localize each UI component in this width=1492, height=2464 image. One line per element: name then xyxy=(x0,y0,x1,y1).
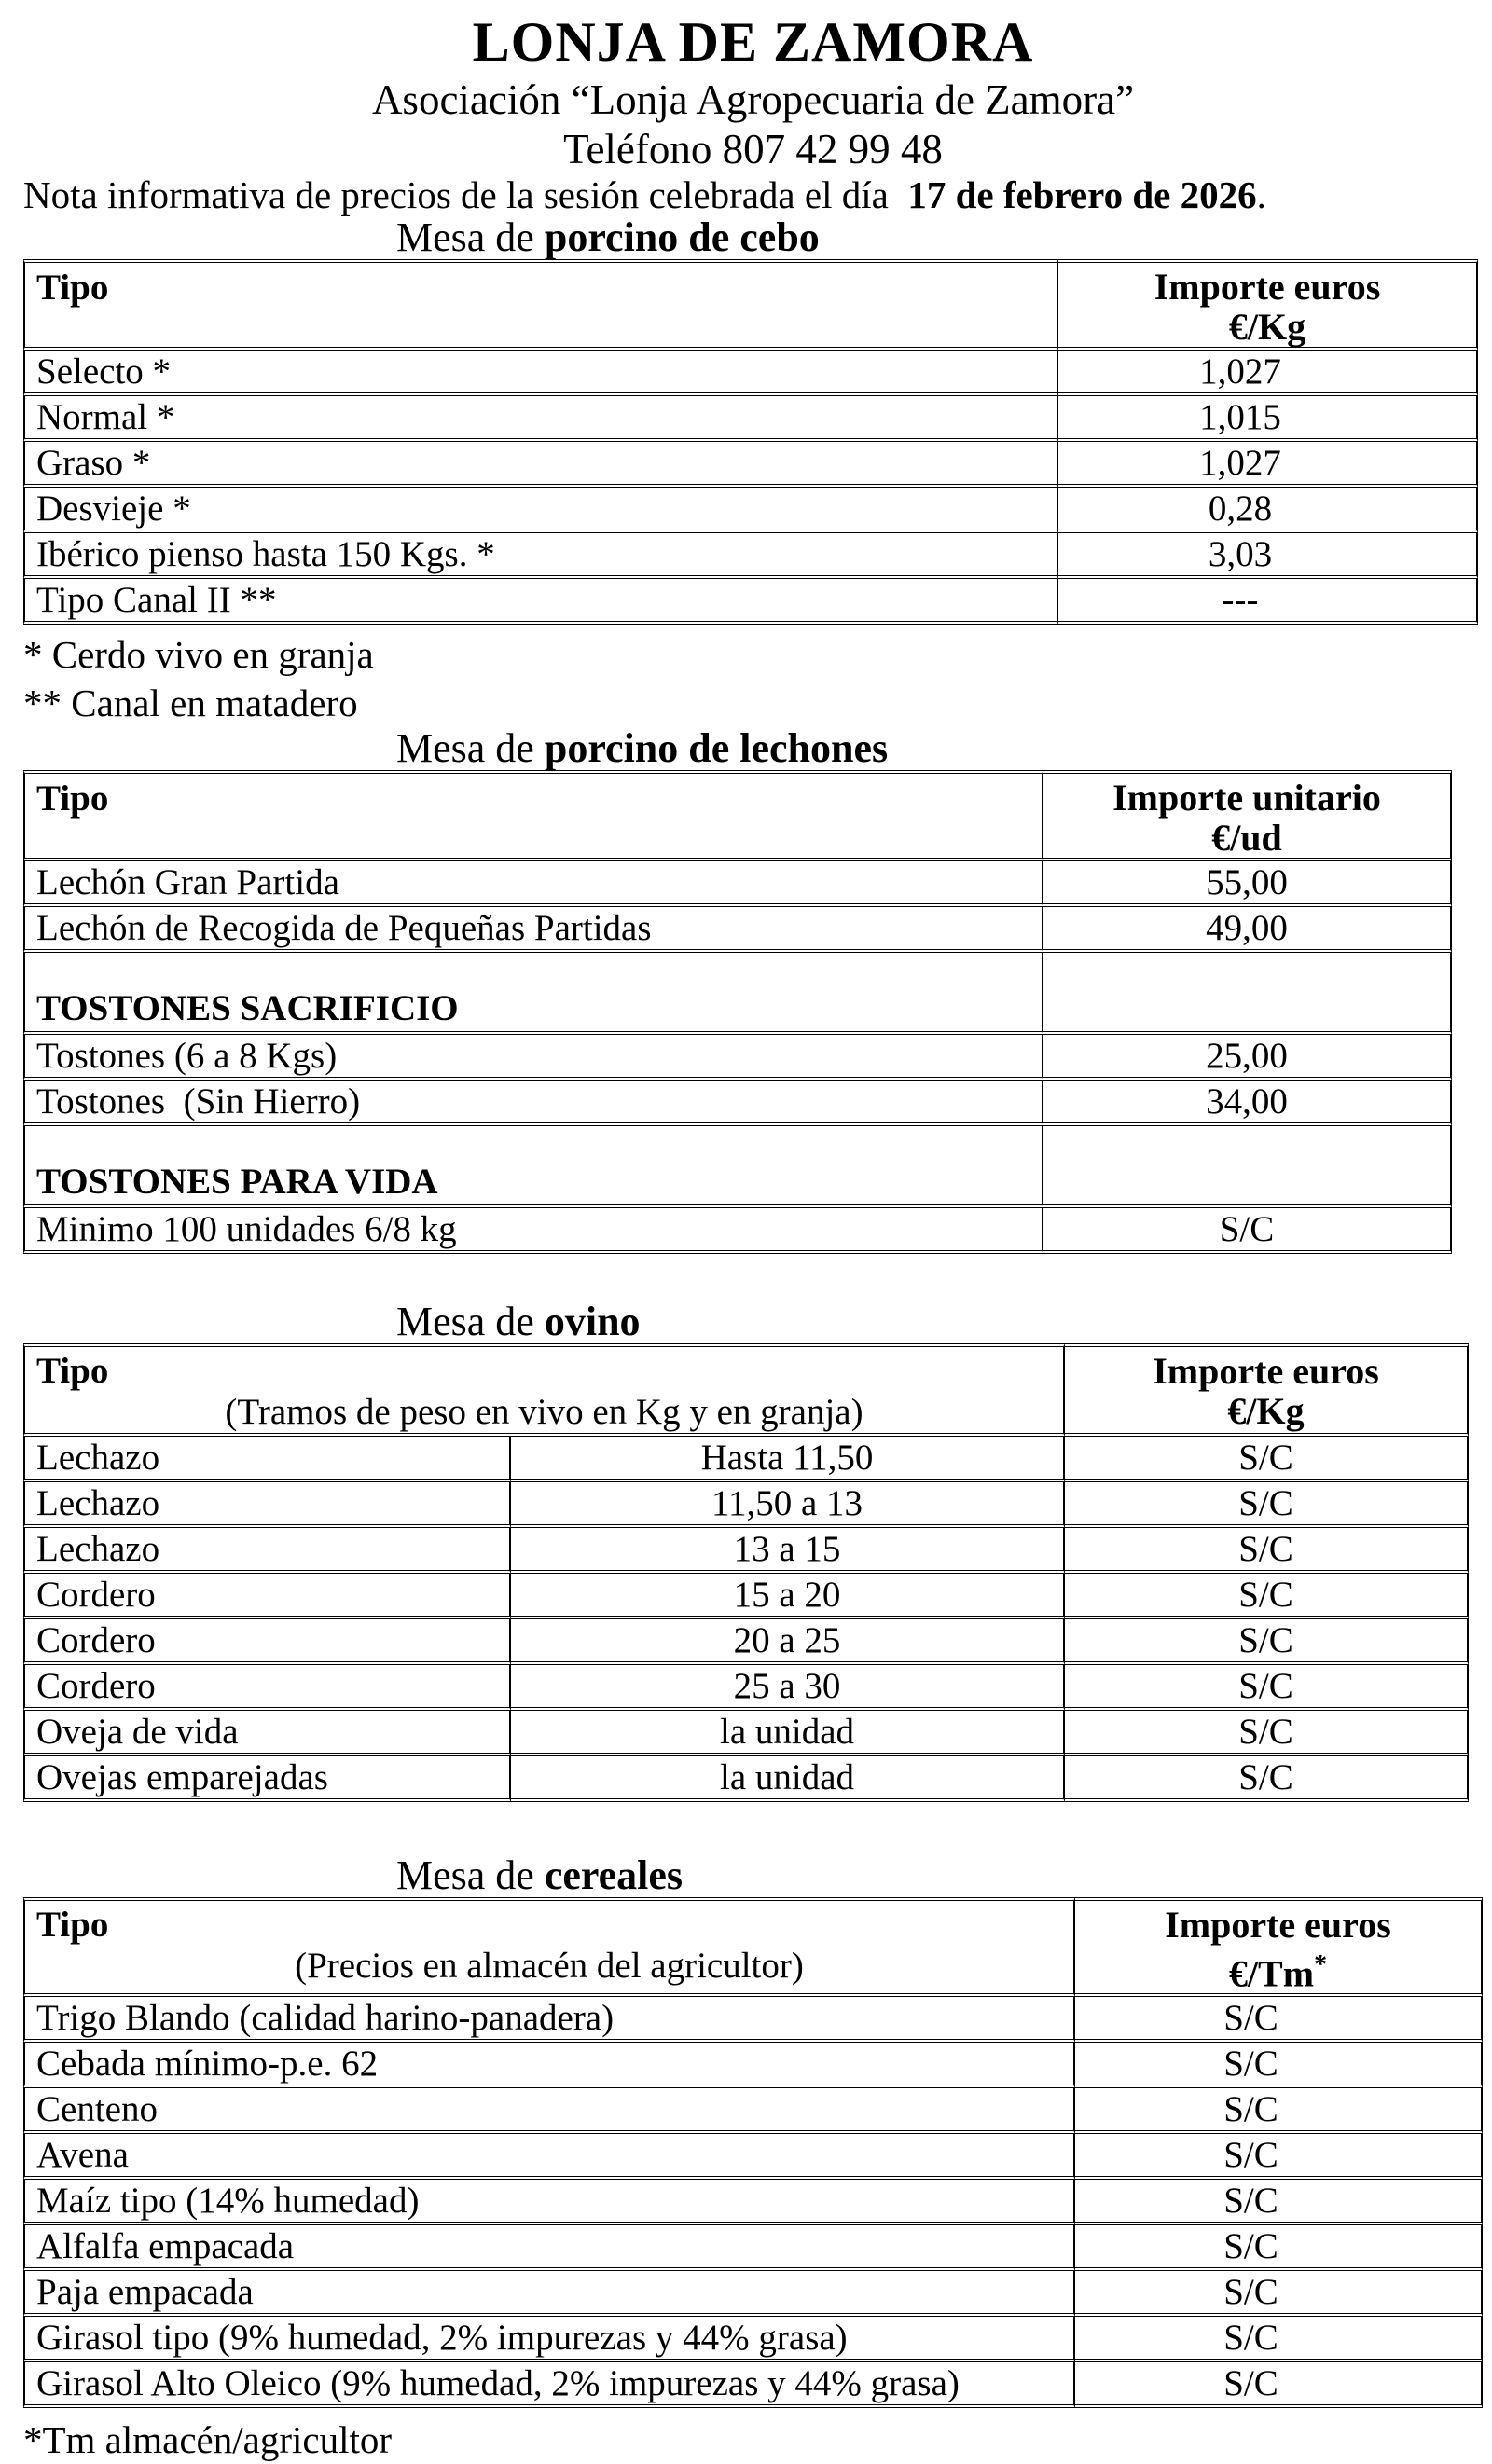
row-value: S/C xyxy=(1075,1997,1483,2043)
row-value: 0,28 xyxy=(1058,488,1478,533)
session-note xyxy=(23,173,1483,216)
row-label: Girasol tipo (9% humedad, 2% impurezas y 44% grasa) xyxy=(23,2317,1075,2362)
row-label: Alfalfa empacada xyxy=(23,2225,1075,2271)
row-value: 1,015 xyxy=(1058,396,1478,442)
session-note-suffix: . xyxy=(1256,173,1266,216)
row-value: S/C xyxy=(1075,2180,1483,2225)
row-label: Minimo 100 unidades 6/8 kg xyxy=(23,1208,1043,1254)
table-row xyxy=(23,1482,1469,1528)
row-value: S/C xyxy=(1075,2271,1483,2317)
column-header-tipo: Tipo (Precios en almacén del agricultor) xyxy=(23,1897,1075,1997)
row-value: S/C xyxy=(1075,2225,1483,2271)
table-row xyxy=(23,861,1452,907)
table-row xyxy=(23,1665,1469,1711)
row-label: Cebada mínimo-p.e. 62 xyxy=(23,2043,1075,2088)
section-title-porcino-cebo: Mesa de porcino de cebo xyxy=(396,214,820,260)
table-row xyxy=(23,2225,1483,2271)
table-row xyxy=(23,1619,1469,1665)
section-title-ovino: Mesa de ovino xyxy=(396,1299,641,1344)
group-label: TOSTONES SACRIFICIO xyxy=(23,953,1043,1035)
row-label: Lechazo xyxy=(23,1437,511,1482)
group-row-tostones-para-vida xyxy=(23,1126,1452,1208)
table-row xyxy=(23,442,1478,488)
row-value: 1,027 xyxy=(1058,442,1478,488)
row-value: S/C xyxy=(1065,1574,1469,1619)
row-label: Maíz tipo (14% humedad) xyxy=(23,2180,1075,2225)
row-weight-range: la unidad xyxy=(511,1756,1065,1802)
row-value: S/C xyxy=(1043,1208,1452,1254)
row-value xyxy=(1043,953,1452,1035)
table-row xyxy=(23,1574,1469,1619)
row-weight-range: 25 a 30 xyxy=(511,1665,1065,1711)
table-row xyxy=(23,488,1478,533)
footnote-canal-matadero: ** Canal en matadero xyxy=(23,681,358,724)
column-header-importe: Importe euros €/Kg xyxy=(1065,1343,1469,1437)
footnote-cerdo-vivo: * Cerdo vivo en granja xyxy=(23,633,374,676)
column-header-tipo: Tipo xyxy=(23,259,1058,351)
row-label: Ovejas emparejadas xyxy=(23,1756,511,1802)
column-header-tipo: Tipo (Tramos de peso en vivo en Kg y en granja) xyxy=(23,1343,1065,1437)
phone-line: Teléfono 807 42 99 48 xyxy=(563,126,943,172)
row-label: Lechón de Recogida de Pequeñas Partidas xyxy=(23,907,1043,953)
row-value: 49,00 xyxy=(1043,907,1452,953)
table-header-row xyxy=(23,1897,1483,1997)
row-value: S/C xyxy=(1065,1756,1469,1802)
table-row xyxy=(23,1528,1469,1574)
row-value: --- xyxy=(1058,579,1478,625)
row-value: S/C xyxy=(1075,2043,1483,2088)
group-row-tostones-sacrificio xyxy=(23,953,1452,1035)
row-value xyxy=(1043,1126,1452,1208)
row-weight-range: la unidad xyxy=(511,1711,1065,1756)
page-title: LONJA DE ZAMORA xyxy=(472,11,1034,73)
table-row xyxy=(23,579,1478,625)
row-label: Tostones (Sin Hierro) xyxy=(23,1081,1043,1126)
row-label: Avena xyxy=(23,2134,1075,2180)
table-porcino-lechones xyxy=(23,770,1452,1254)
row-weight-range: 20 a 25 xyxy=(511,1619,1065,1665)
table-row xyxy=(23,1437,1469,1482)
row-label: Paja empacada xyxy=(23,2271,1075,2317)
table-row xyxy=(23,1081,1452,1126)
row-value: S/C xyxy=(1065,1528,1469,1574)
row-label: Cordero xyxy=(23,1619,511,1665)
row-label: Trigo Blando (calidad harino-panadera) xyxy=(23,1997,1075,2043)
tm-asterisk: * xyxy=(1314,1950,1328,1979)
row-label: Ibérico pienso hasta 150 Kgs. * xyxy=(23,533,1058,579)
table-row xyxy=(23,2271,1483,2317)
row-label: Oveja de vida xyxy=(23,1711,511,1756)
row-label: Graso * xyxy=(23,442,1058,488)
row-label: Tostones (6 a 8 Kgs) xyxy=(23,1035,1043,1081)
row-value: 1,027 xyxy=(1058,351,1478,396)
row-value: S/C xyxy=(1075,2362,1483,2408)
table-cereales xyxy=(23,1897,1483,2408)
row-value: S/C xyxy=(1075,2134,1483,2180)
row-weight-range: 13 a 15 xyxy=(511,1528,1065,1574)
row-value: 25,00 xyxy=(1043,1035,1452,1081)
row-label: Lechazo xyxy=(23,1482,511,1528)
table-row xyxy=(23,1035,1452,1081)
table-row xyxy=(23,1997,1483,2043)
table-row xyxy=(23,2088,1483,2134)
table-row xyxy=(23,2317,1483,2362)
row-value: S/C xyxy=(1075,2317,1483,2362)
table-row xyxy=(23,2180,1483,2225)
table-row xyxy=(23,533,1478,579)
table-row xyxy=(23,1711,1469,1756)
row-value: S/C xyxy=(1065,1711,1469,1756)
row-weight-range: Hasta 11,50 xyxy=(511,1437,1065,1482)
row-value: S/C xyxy=(1075,2088,1483,2134)
column-header-importe: Importe euros €/Tm* xyxy=(1075,1897,1483,1997)
table-row xyxy=(23,351,1478,396)
table-header-row xyxy=(23,1343,1469,1437)
table-row xyxy=(23,2043,1483,2088)
row-value: S/C xyxy=(1065,1665,1469,1711)
column-header-tipo: Tipo xyxy=(23,770,1043,861)
row-label: Selecto * xyxy=(23,351,1058,396)
footnotes-porcino-cebo xyxy=(23,630,1483,727)
section-title-cereales: Mesa de cereales xyxy=(396,1852,684,1898)
row-label: Centeno xyxy=(23,2088,1075,2134)
row-value: 34,00 xyxy=(1043,1081,1452,1126)
association-line: Asociación “Lonja Agropecuaria de Zamora” xyxy=(371,76,1135,123)
row-label: Lechón Gran Partida xyxy=(23,861,1043,907)
table-row xyxy=(23,2134,1483,2180)
table-ovino xyxy=(23,1343,1469,1802)
table-header-row xyxy=(23,259,1478,351)
row-label: Cordero xyxy=(23,1574,511,1619)
table-row xyxy=(23,1208,1452,1254)
row-weight-range: 11,50 a 13 xyxy=(511,1482,1065,1528)
row-label: Tipo Canal II ** xyxy=(23,579,1058,625)
row-value: S/C xyxy=(1065,1437,1469,1482)
table-row xyxy=(23,396,1478,442)
row-label: Desvieje * xyxy=(23,488,1058,533)
section-title-porcino-lechones: Mesa de porcino de lechones xyxy=(396,725,889,771)
column-header-tipo-subtitle: (Tramos de peso en vivo en Kg y en granja) xyxy=(225,1392,863,1432)
group-label: TOSTONES PARA VIDA xyxy=(23,1126,1043,1208)
table-row xyxy=(23,2362,1483,2408)
table-row xyxy=(23,907,1452,953)
column-header-importe: Importe euros €/Kg xyxy=(1058,259,1478,351)
column-header-importe: Importe unitario €/ud xyxy=(1043,770,1452,861)
row-label: Girasol Alto Oleico (9% humedad, 2% impurezas y 44% grasa) xyxy=(23,2362,1075,2408)
row-value: 55,00 xyxy=(1043,861,1452,907)
row-value: S/C xyxy=(1065,1482,1469,1528)
column-header-tipo-subtitle: (Precios en almacén del agricultor) xyxy=(295,1946,804,1986)
footnote-tm-almacen: *Tm almacén/agricultor xyxy=(23,2418,393,2462)
session-note-prefix: Nota informativa de precios de la sesión celebrada el día xyxy=(23,173,908,216)
row-value: S/C xyxy=(1065,1619,1469,1665)
row-label: Normal * xyxy=(23,396,1058,442)
table-row xyxy=(23,1756,1469,1802)
table-porcino-cebo xyxy=(23,259,1478,625)
session-date: 17 de febrero de 2026 xyxy=(907,173,1257,216)
row-value: 3,03 xyxy=(1058,533,1478,579)
table-header-row xyxy=(23,770,1452,861)
row-weight-range: 15 a 20 xyxy=(511,1574,1065,1619)
row-label: Cordero xyxy=(23,1665,511,1711)
row-label: Lechazo xyxy=(23,1528,511,1574)
